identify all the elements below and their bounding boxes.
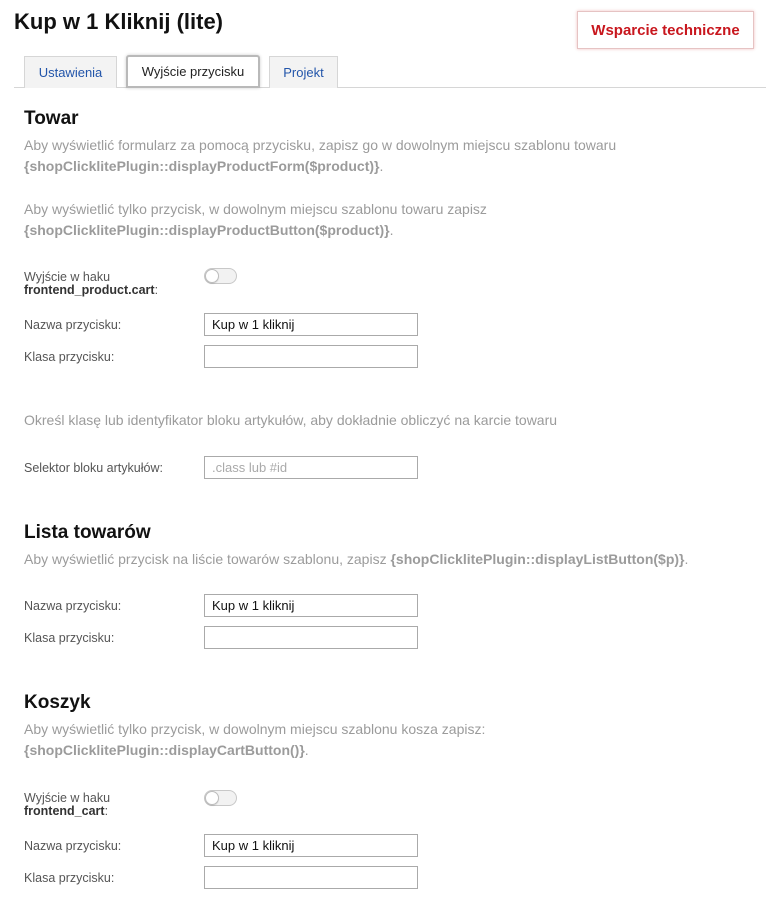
cart-hook-label: Wyjście w haku frontend_cart: bbox=[24, 791, 111, 818]
cart-hook-toggle[interactable] bbox=[204, 790, 237, 806]
list-button-name-label: Nazwa przycisku: bbox=[24, 599, 122, 613]
tab-button-output[interactable]: Wyjście przycisku bbox=[126, 55, 260, 88]
product-hook-label-text: Wyjście w haku bbox=[24, 270, 111, 284]
cart-button-class-input[interactable] bbox=[204, 866, 418, 889]
cart-description: Aby wyświetlić tylko przycisk, w dowolnym miejscu szablonu kosza zapisz: {shopClicklitePlugin::displayCartButton()}. bbox=[24, 721, 486, 758]
cart-description-text: Aby wyświetlić tylko przycisk, w dowolnym miejscu szablonu kosza zapisz: bbox=[24, 721, 486, 737]
selector-input[interactable] bbox=[204, 456, 418, 479]
list-button-class-input[interactable] bbox=[204, 626, 418, 649]
product-button-name-label: Nazwa przycisku: bbox=[24, 318, 122, 332]
toggle-knob bbox=[205, 269, 219, 283]
selector-description: Określ klasę lub identyfikator bloku artykułów, aby dokładnie obliczyć na karcie towaru bbox=[24, 412, 558, 428]
cart-hook-label-text: Wyjście w haku bbox=[24, 791, 111, 805]
cart-button-name-input[interactable] bbox=[204, 834, 418, 857]
cart-description-code: {shopClicklitePlugin::displayCartButton()} bbox=[24, 742, 305, 758]
list-section-heading: Lista towarów bbox=[24, 522, 151, 543]
cart-section-heading: Koszyk bbox=[24, 692, 91, 713]
support-button[interactable]: Wsparcie techniczne bbox=[577, 11, 754, 49]
list-button-class-label: Klasa przycisku: bbox=[24, 631, 115, 645]
toggle-knob bbox=[205, 791, 219, 805]
product-button-code: {shopClicklitePlugin::displayProductButton($product)} bbox=[24, 222, 390, 238]
cart-button-class-label: Klasa przycisku: bbox=[24, 871, 115, 885]
tab-bar bbox=[14, 56, 766, 88]
product-section-heading: Towar bbox=[24, 108, 79, 129]
list-button-name-input[interactable] bbox=[204, 594, 418, 617]
product-hook-label: Wyjście w haku frontend_product.cart: bbox=[24, 270, 159, 297]
product-button-description: Aby wyświetlić tylko przycisk, w dowolnym miejscu szablonu towaru zapisz {shopClicklitePlugin::displayProductButton($product)}. bbox=[24, 201, 487, 238]
list-description: Aby wyświetlić przycisk na liście towarów szablonu, zapisz {shopClicklitePlugin::displayListButton($p)}. bbox=[24, 551, 689, 567]
selector-label: Selektor bloku artykułów: bbox=[24, 461, 163, 475]
product-form-text: Aby wyświetlić formularz za pomocą przycisku, zapisz go w dowolnym miejscu szablonu towaru bbox=[24, 137, 617, 153]
product-hook-name: frontend_product.cart bbox=[24, 283, 155, 297]
cart-hook-name: frontend_cart bbox=[24, 804, 105, 818]
product-button-class-label: Klasa przycisku: bbox=[24, 350, 115, 364]
product-button-class-input[interactable] bbox=[204, 345, 418, 368]
list-description-text: Aby wyświetlić przycisk na liście towarów szablonu, zapisz bbox=[24, 551, 387, 567]
list-description-code: {shopClicklitePlugin::displayListButton($p)} bbox=[390, 551, 685, 567]
cart-button-name-label: Nazwa przycisku: bbox=[24, 839, 122, 853]
tab-design[interactable]: Projekt bbox=[269, 56, 338, 88]
product-hook-toggle[interactable] bbox=[204, 268, 237, 284]
tab-settings[interactable]: Ustawienia bbox=[24, 56, 117, 88]
product-form-code: {shopClicklitePlugin::displayProductForm($product)} bbox=[24, 158, 380, 174]
product-button-name-input[interactable] bbox=[204, 313, 418, 336]
page-title: Kup w 1 Kliknij (lite) bbox=[14, 9, 224, 34]
product-button-text: Aby wyświetlić tylko przycisk, w dowolnym miejscu szablonu towaru zapisz bbox=[24, 201, 487, 217]
product-form-description: Aby wyświetlić formularz za pomocą przycisku, zapisz go w dowolnym miejscu szablonu towaru {shopClicklitePlugin::displayProductForm($product)}. bbox=[24, 137, 617, 174]
